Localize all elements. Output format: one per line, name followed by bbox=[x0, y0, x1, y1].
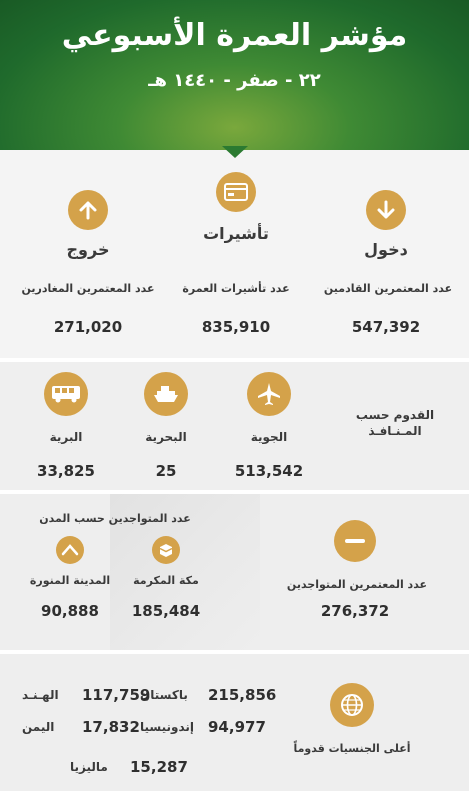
ports-title-line1: القدوم حسب bbox=[355, 408, 435, 422]
madinah-value: 90,888 bbox=[41, 602, 99, 620]
nationality-value: 94,977 bbox=[208, 718, 266, 736]
makkah-value: 185,484 bbox=[131, 602, 201, 620]
nationality-value: 17,832 bbox=[82, 718, 140, 736]
header-notch bbox=[222, 146, 248, 158]
present-caption: عدد المعتمرين المتواجدين bbox=[286, 578, 428, 591]
exit-caption: عدد المعتمرين المغادرين bbox=[21, 282, 155, 295]
arrow-down-icon bbox=[366, 190, 406, 230]
nationality-country: إندونيسيا bbox=[140, 720, 195, 734]
nationalities-title: أعلى الجنسيات قدوماً bbox=[293, 742, 411, 755]
nationality-country: ماليزيا bbox=[70, 760, 108, 774]
cities-title: عدد المتواجدين حسب المدن bbox=[39, 512, 191, 525]
nationality-country: اليمن bbox=[22, 720, 55, 734]
ship-icon bbox=[144, 372, 188, 416]
present-value: 276,372 bbox=[320, 602, 390, 620]
page-title: مؤشر العمرة الأسبوعي bbox=[61, 18, 408, 53]
air-value: 513,542 bbox=[234, 462, 304, 480]
globe-icon bbox=[330, 683, 374, 727]
sea-label: البحرية bbox=[145, 430, 187, 444]
ports-title-line2: المـنـافـذ bbox=[368, 424, 422, 438]
nationality-value: 117,759 bbox=[82, 686, 151, 704]
makkah-label: مكة المكرمة bbox=[133, 574, 199, 587]
kaaba-icon bbox=[152, 536, 180, 564]
minus-icon bbox=[334, 520, 376, 562]
land-value: 33,825 bbox=[37, 462, 95, 480]
air-label: الجوية bbox=[250, 430, 288, 444]
sea-value: 25 bbox=[155, 462, 177, 480]
airplane-icon bbox=[247, 372, 291, 416]
nationality-value: 215,856 bbox=[208, 686, 277, 704]
entry-value: 547,392 bbox=[351, 318, 421, 336]
nationality-country: باكستان bbox=[140, 688, 188, 702]
visas-caption: عدد تأشيرات العمرة bbox=[182, 282, 290, 295]
nationality-country: الهـنـد bbox=[22, 688, 59, 702]
arrow-up-icon bbox=[68, 190, 108, 230]
entry-label: دخول bbox=[364, 240, 408, 259]
exit-value: 271,020 bbox=[53, 318, 123, 336]
visas-label: تأشيرات bbox=[203, 224, 269, 243]
entry-caption: عدد المعتمرين القادمين bbox=[323, 282, 453, 295]
exit-label: خروج bbox=[66, 240, 110, 259]
page-date: ٢٢ - صفر - ١٤٤٠ هـ bbox=[148, 70, 321, 91]
bus-icon bbox=[44, 372, 88, 416]
visa-card-icon bbox=[216, 172, 256, 212]
dome-icon bbox=[56, 536, 84, 564]
nationality-value: 15,287 bbox=[130, 758, 188, 776]
visas-value: 835,910 bbox=[201, 318, 271, 336]
land-label: البرية bbox=[49, 430, 83, 444]
madinah-label: المدينة المنورة bbox=[29, 574, 111, 587]
